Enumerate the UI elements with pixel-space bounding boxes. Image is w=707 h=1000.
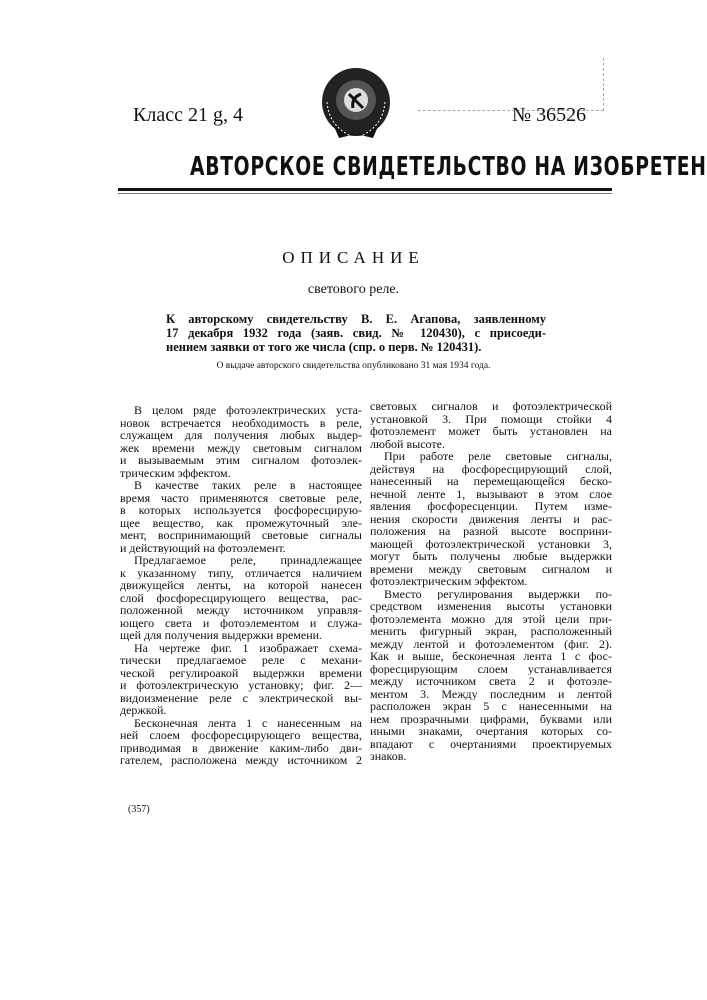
text-line: тически предлагаемое реле с механи-	[120, 654, 362, 667]
certificate-line: 17 декабря 1932 года (заяв. свид. № 120430), с присоеди-	[166, 326, 546, 340]
text-line: действуя на фосфоресцирующий слой,	[370, 463, 612, 476]
text-line: и вызываемым этим сигналом фотоэлек-	[120, 454, 362, 467]
invention-subtitle: светового реле.	[0, 282, 707, 298]
text-line: щее вещество, как промежуточный эле-	[120, 517, 362, 530]
print-code: (357)	[128, 804, 150, 815]
certificate-number: № 36526	[512, 104, 586, 127]
text-line: мент, воспринимающий световые сигналы	[120, 529, 362, 542]
text-line: положения на разной высоте восприни-	[370, 525, 612, 538]
title-rule-thin	[118, 193, 612, 194]
text-line: к указанному типу, отличается наличием	[120, 567, 362, 580]
text-line: впадают с очертаниями проектируемых	[370, 738, 612, 751]
text-line: Бесконечная лента 1 с нанесенным на	[120, 717, 362, 730]
text-line: световых сигналов и фотоэлектрической	[370, 400, 612, 413]
text-line: новок встречается необходимость в реле,	[120, 417, 362, 430]
text-line: и действующий на фотоэлемент.	[120, 542, 362, 555]
text-line: нанесенный на перемещающейся беско-	[370, 475, 612, 488]
text-line: На чертеже фиг. 1 изображает схема-	[120, 642, 362, 655]
text-line: между лентой и фотоэлементом (фиг. 2).	[370, 638, 612, 651]
title-rule	[118, 188, 612, 191]
text-line: Как и выше, бесконечная лента 1 с фос-	[370, 650, 612, 663]
text-line: менить фигурный экран, расположенный	[370, 625, 612, 638]
text-line: жек времени между световым сигналом	[120, 442, 362, 455]
text-line: трическим эффектом.	[120, 467, 362, 480]
text-line: нения скорости движения ленты и рас-	[370, 513, 612, 526]
text-line: Вместо регулирования выдержки по-	[370, 588, 612, 601]
text-line: служащем для получения любых выдер-	[120, 429, 362, 442]
text-line: знаков.	[370, 750, 612, 763]
text-line: время часто применяются световые реле,	[120, 492, 362, 505]
text-line: могут быть получены любые выдержки	[370, 550, 612, 563]
text-line: в которых используется фосфоресцирую-	[120, 504, 362, 517]
text-line: расположен экран 5 с нанесенными на	[370, 700, 612, 713]
text-line: слой фосфоресцирующего вещества, рас-	[120, 592, 362, 605]
text-line: ющего света и фотоэлементом и служа-	[120, 617, 362, 630]
section-heading: ОПИСАНИЕ	[0, 248, 707, 268]
text-line: держкой.	[120, 704, 362, 717]
certificate-info	[166, 312, 546, 354]
text-line: явления фосфоресценции. Путем изме-	[370, 500, 612, 513]
text-line: приводимая в движение каким-либо дви-	[120, 742, 362, 755]
text-column-left	[120, 404, 362, 767]
text-line: щей для получения выдержки времени.	[120, 629, 362, 642]
text-line: ческой регулироакой выдержки времени	[120, 667, 362, 680]
text-line: гателем, расположена между источником 2	[120, 754, 362, 767]
text-line: форесцирующим слоем устанавливается	[370, 663, 612, 676]
text-line: положенной между источником управля-	[120, 604, 362, 617]
publication-note: О выдаче авторского свидетельства опубликовано 31 мая 1934 года.	[0, 361, 707, 371]
text-line: между источником света 2 и фотоэле-	[370, 675, 612, 688]
ussr-emblem-icon	[315, 64, 397, 146]
text-line: иными знаками, очертания которых со-	[370, 725, 612, 738]
text-line: времени между световым сигналом и	[370, 563, 612, 576]
text-line: мающей фотоэлектрической установки 3,	[370, 538, 612, 551]
text-line: В качестве таких реле в настоящее	[120, 479, 362, 492]
certificate-line: нением заявки от того же числа (спр. о перв. № 120431).	[166, 340, 546, 354]
text-line: При работе реле световые сигналы,	[370, 450, 612, 463]
text-line: и фотоэлектрическую установку; фиг. 2—	[120, 679, 362, 692]
text-line: фотоэлемент может быть установлен на	[370, 425, 612, 438]
text-line: средством изменения высоты установки	[370, 600, 612, 613]
text-line: Предлагаемое реле, принадлежащее	[120, 554, 362, 567]
text-line: фотоэлемента можно для этой цели при-	[370, 613, 612, 626]
text-line: движущейся ленты, на которой нанесен	[120, 579, 362, 592]
document-title: АВТОРСКОЕ СВИДЕТЕЛЬСТВО НА ИЗОБРЕТЕНИЕ	[190, 152, 550, 182]
text-line: фотоэлектрическим эффектом.	[370, 575, 612, 588]
text-line: нечной ленте 1, вызывают в этом слое	[370, 488, 612, 501]
text-line: видоизменение реле с электрической вы-	[120, 692, 362, 705]
text-line: любой высоте.	[370, 438, 612, 451]
text-line: установкой 3. При помощи стойки 4	[370, 413, 612, 426]
text-column-right	[370, 400, 612, 763]
text-line: В целом ряде фотоэлектрических уста-	[120, 404, 362, 417]
certificate-line: К авторскому свидетельству В. Е. Агапова, заявленному	[166, 312, 546, 326]
text-line: ментом 3. Между последним и лентой	[370, 688, 612, 701]
text-line: нем прозрачными цифрами, буквами или	[370, 713, 612, 726]
patent-class: Класс 21 g, 4	[133, 104, 243, 127]
text-line: ней слоем фосфоресцирующего вещества,	[120, 729, 362, 742]
